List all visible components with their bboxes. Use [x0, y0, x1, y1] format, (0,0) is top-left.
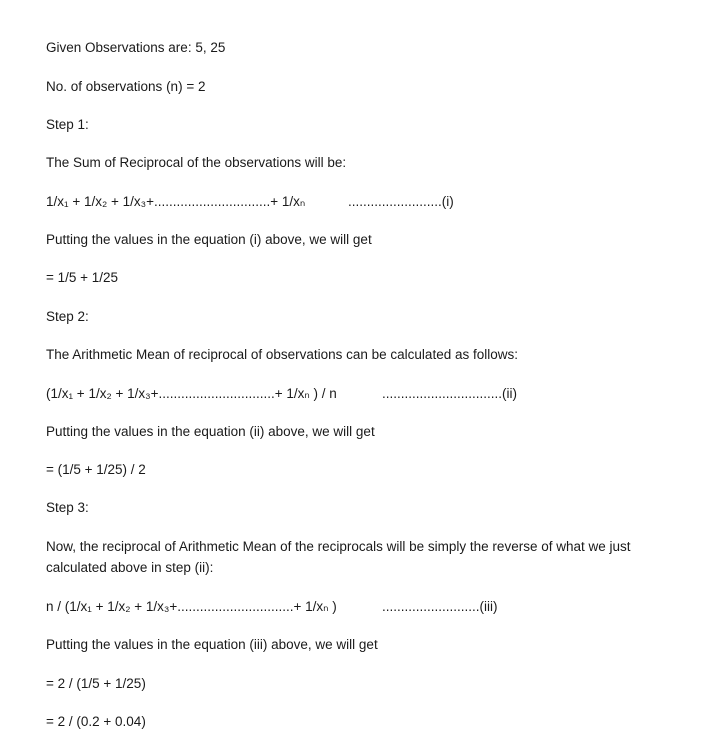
observation-count: No. of observations (n) = 2	[46, 79, 206, 94]
step3-result-2: = 2 / (0.2 + 0.04)	[46, 714, 146, 729]
step3-result-1: = 2 / (1/5 + 1/25)	[46, 676, 146, 691]
step1-equation-tag: .........................(i)	[348, 194, 454, 209]
step2-equation-tag: ................................(ii)	[382, 386, 518, 401]
given-observations: Given Observations are: 5, 25	[46, 40, 226, 55]
step3-equation-tag: ..........................(iii)	[382, 599, 498, 614]
step2-putting-text: Putting the values in the equation (ii) above, we will get	[46, 424, 375, 439]
step3-formula: n / (1/x₁ + 1/x₂ + 1/x₃+...............................+ 1/xₙ )	[46, 599, 337, 614]
step3-putting-text: Putting the values in the equation (iii) above, we will get	[46, 637, 378, 652]
step1-result: = 1/5 + 1/25	[46, 270, 119, 285]
step2-title: Step 2:	[46, 309, 89, 324]
step1-intro: The Sum of Reciprocal of the observations will be:	[46, 155, 347, 170]
step3-title: Step 3:	[46, 500, 89, 515]
step1-title: Step 1:	[46, 117, 89, 132]
step1-formula: 1/x₁ + 1/x₂ + 1/x₃+...............................+ 1/xₙ	[46, 194, 306, 209]
step2-intro: The Arithmetic Mean of reciprocal of observations can be calculated as follows:	[46, 347, 518, 362]
step2-formula: (1/x₁ + 1/x₂ + 1/x₃+...............................+ 1/xₙ ) / n	[46, 386, 337, 401]
step3-intro: Now, the reciprocal of Arithmetic Mean of the reciprocals will be simply the reverse of what we just calculated above in step (ii):	[46, 539, 631, 575]
step2-result: = (1/5 + 1/25) / 2	[46, 462, 146, 477]
step1-putting-text: Putting the values in the equation (i) above, we will get	[46, 232, 372, 247]
